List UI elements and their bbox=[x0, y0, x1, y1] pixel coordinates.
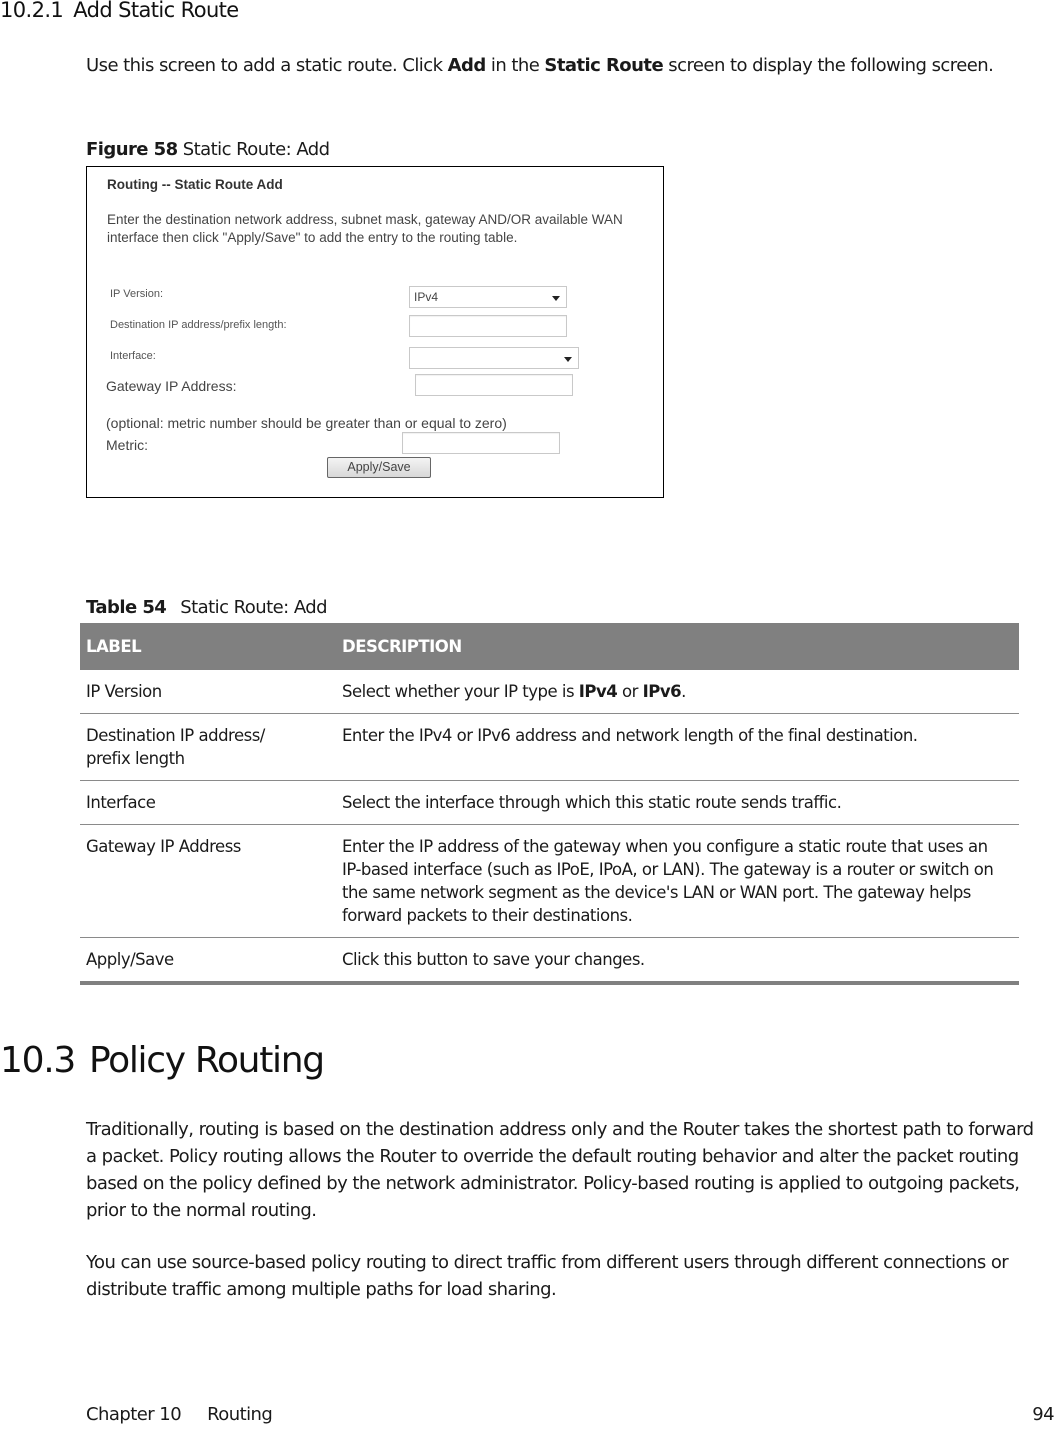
row-description: Click this button to save your changes. bbox=[336, 938, 1019, 984]
add-bold: Add bbox=[447, 55, 486, 76]
section-heading bbox=[0, 0, 239, 22]
figure-title: Static Route: Add bbox=[182, 139, 330, 160]
policy-paragraph-1: Traditionally, routing is based on the destination address only and the Router takes the shortest path to forward a packet. Policy routing allows the Router to override the default routing behavior and alter the packet routing based on the policy defined by the network administrator. Policy-based routing is applied to outgoing packets, prior to the normal routing. bbox=[86, 1119, 1034, 1221]
ip-version-label: IP Version: bbox=[110, 288, 163, 300]
footer-chapter: Chapter 10 bbox=[86, 1404, 182, 1425]
screen-title: Routing -- Static Route Add bbox=[107, 177, 283, 192]
apply-save-button[interactable]: Apply/Save bbox=[327, 457, 431, 478]
row-description: Select the interface through which this static route sends traffic. bbox=[336, 781, 1019, 825]
table-title: Static Route: Add bbox=[180, 597, 328, 618]
policy-routing-heading bbox=[0, 1040, 324, 1081]
table-row bbox=[80, 670, 1019, 714]
page-number: 94 bbox=[1032, 1404, 1054, 1425]
page-footer bbox=[86, 1404, 1054, 1425]
interface-select[interactable] bbox=[409, 347, 579, 369]
policy-paragraph-2: You can use source-based policy routing to direct traffic from different users through different connections or distribute traffic among multiple paths for load sharing. bbox=[86, 1252, 1009, 1300]
static-route-add-table bbox=[80, 623, 1019, 985]
row-label: Destination IP address/ prefix length bbox=[80, 714, 336, 781]
table-row bbox=[80, 938, 1019, 984]
section-number: 10.3 bbox=[0, 1040, 75, 1081]
column-header-description: DESCRIPTION bbox=[336, 623, 1019, 670]
ip-version-select[interactable] bbox=[409, 286, 567, 308]
interface-label: Interface: bbox=[110, 350, 156, 362]
chevron-down-icon bbox=[564, 357, 572, 362]
ip-version-value: IPv4 bbox=[414, 290, 439, 304]
gateway-label: Gateway IP Address: bbox=[106, 378, 237, 394]
intro-paragraph: Use this screen to add a static route. Click Add in the Static Route screen to display the following screen. bbox=[86, 55, 994, 76]
row-description: Enter the IP address of the gateway when you configure a static route that uses an IP-based interface (such as IPoE, IPoA, or LAN). The gateway is a router or switch on the same network segment as the device's LAN or WAN port. The gateway helps forward packets to their destinations. bbox=[336, 825, 1019, 938]
metric-input[interactable] bbox=[402, 432, 560, 454]
row-label: Interface bbox=[80, 781, 336, 825]
gateway-ip-input[interactable] bbox=[415, 374, 573, 396]
row-description: Enter the IPv4 or IPv6 address and network length of the final destination. bbox=[336, 714, 1019, 781]
table-row bbox=[80, 825, 1019, 938]
destination-label: Destination IP address/prefix length: bbox=[110, 319, 287, 331]
footer-chapter-title: Routing bbox=[207, 1404, 273, 1425]
row-label: Apply/Save bbox=[80, 938, 336, 984]
row-label: Gateway IP Address bbox=[80, 825, 336, 938]
section-title: Policy Routing bbox=[88, 1040, 324, 1081]
column-header-label: LABEL bbox=[80, 623, 336, 670]
figure-caption bbox=[86, 139, 330, 160]
table-row bbox=[80, 714, 1019, 781]
static-route-bold: Static Route bbox=[544, 55, 664, 76]
screen-instructions: Enter the destination network address, subnet mask, gateway AND/OR available WAN interface then click "Apply/Save" to add the entry to the routing table. bbox=[107, 212, 623, 245]
metric-hint: (optional: metric number should be greater than or equal to zero) bbox=[106, 415, 507, 431]
table-header-row bbox=[80, 623, 1019, 670]
section-number: 10.2.1 bbox=[0, 0, 64, 22]
section-title: Add Static Route bbox=[73, 0, 239, 22]
table-number: Table 54 bbox=[86, 597, 167, 618]
chevron-down-icon bbox=[552, 296, 560, 301]
static-route-add-screenshot bbox=[86, 166, 664, 498]
figure-number: Figure 58 bbox=[86, 139, 178, 160]
destination-ip-input[interactable] bbox=[409, 315, 567, 337]
metric-label: Metric: bbox=[106, 437, 148, 453]
row-description: Select whether your IP type is IPv4 or IPv6. bbox=[336, 670, 1019, 714]
row-label: IP Version bbox=[80, 670, 336, 714]
table-caption bbox=[86, 597, 327, 618]
table-row bbox=[80, 781, 1019, 825]
